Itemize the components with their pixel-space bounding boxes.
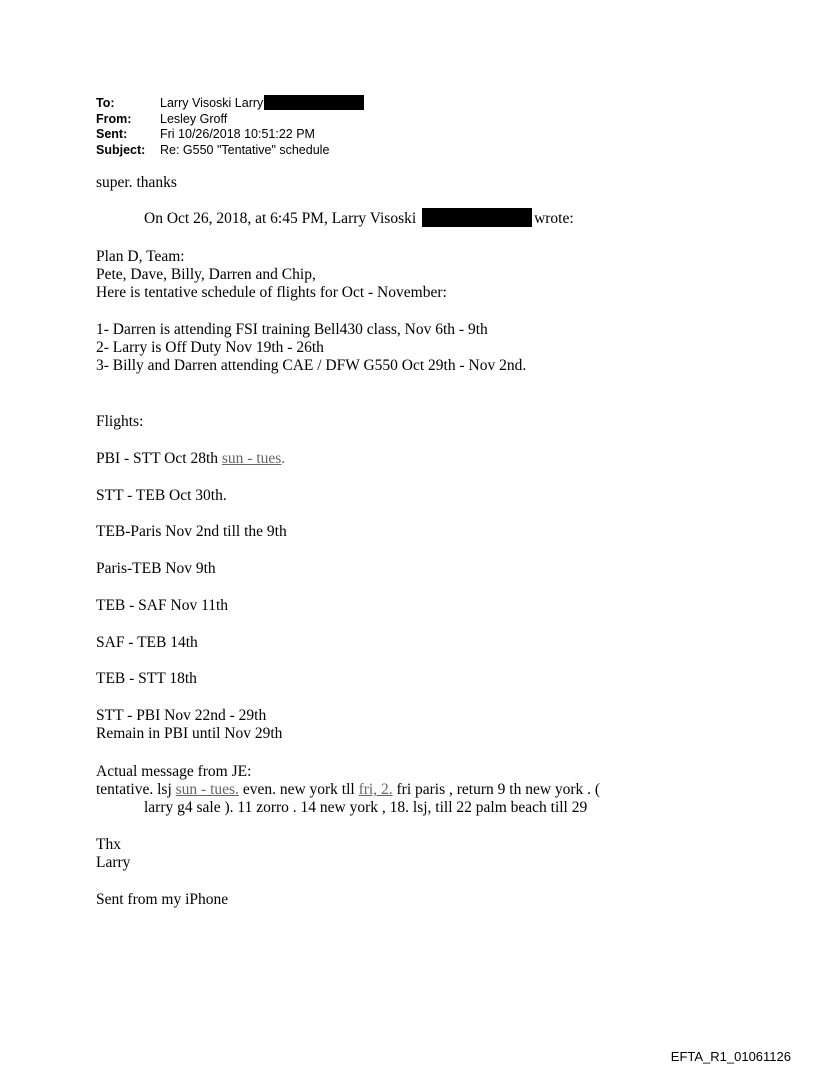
sent-row (96, 127, 364, 143)
greeting-line: Plan D, Team: (96, 248, 185, 265)
flight-item: SAF - TEB 14th (96, 634, 198, 651)
flight-item: TEB-Paris Nov 2nd till the 9th (96, 523, 287, 540)
sent-value: Fri 10/26/2018 10:51:22 PM (160, 127, 315, 141)
signature: Sent from my iPhone (96, 891, 229, 908)
note-item: 2- Larry is Off Duty Nov 19th - 26th (96, 339, 324, 357)
date-link[interactable]: sun - tues. (175, 781, 239, 799)
note-item: 3- Billy and Darren attending CAE / DFW G550 Oct 29th - Nov 2nd. (96, 357, 527, 375)
sent-label: Sent: (96, 127, 128, 141)
greeting-line: Here is tentative schedule of flights for Oct - November: (96, 284, 447, 302)
quote-intro (96, 210, 574, 229)
sender-name: Larry (96, 854, 131, 872)
flight-end: . (281, 450, 286, 467)
closing (96, 836, 130, 872)
je-text: fri paris , return 9 th new york . ( (392, 781, 601, 799)
flight-text: PBI - STT Oct 28th (96, 450, 222, 467)
flight-item: Paris-TEB Nov 9th (96, 560, 216, 577)
quote-intro-before: On Oct 26, 2018, at 6:45 PM, Larry Visoski (144, 210, 421, 228)
flight-item: TEB - STT 18th (96, 670, 197, 687)
greeting (96, 248, 447, 303)
notes-list (96, 321, 526, 376)
flight-note: Remain in PBI until Nov 29th (96, 725, 283, 743)
subject-value: Re: G550 "Tentative" schedule (160, 142, 330, 157)
flights-heading: Flights: (96, 413, 144, 430)
thanks-text: Thx (96, 836, 121, 853)
flight-item (96, 450, 285, 468)
date-link[interactable]: sun - tues (221, 450, 282, 467)
to-value (160, 96, 364, 112)
je-text: tentative. lsj (96, 781, 176, 799)
subject-row (96, 143, 364, 159)
quote-intro-after: wrote: (534, 210, 574, 228)
flight-item: STT - TEB Oct 30th. (96, 487, 227, 504)
flight-item: STT - PBI Nov 22nd - 29th (96, 707, 267, 724)
from-row (96, 112, 364, 128)
to-name: Larry Visoski Larry (160, 96, 264, 110)
document-id: EFTA_R1_01061126 (670, 1049, 791, 1064)
from-value: Lesley Groff (160, 111, 228, 126)
flight-item-last (96, 707, 282, 743)
note-item: 1- Darren is attending FSI training Bell430 class, Nov 6th - 9th (96, 321, 488, 338)
to-row (96, 96, 364, 112)
flight-item: TEB - SAF Nov 11th (96, 597, 229, 614)
date-link[interactable]: fri, 2. (358, 781, 393, 799)
je-line-2: larry g4 sale ). 11 zorro . 14 new york , 18. lsj, till 22 palm beach till 29 (144, 799, 588, 817)
to-label: To: (96, 96, 115, 110)
je-message (96, 763, 600, 818)
from-label: From: (96, 111, 132, 126)
reply-text: super. thanks (96, 174, 177, 191)
je-text: even. new york tll (238, 781, 359, 799)
je-line-1 (96, 781, 600, 799)
subject-label: Subject: (96, 142, 146, 157)
greeting-line: Pete, Dave, Billy, Darren and Chip, (96, 266, 316, 284)
redaction-bar (264, 95, 364, 110)
email-header (96, 96, 364, 158)
je-heading: Actual message from JE: (96, 763, 252, 780)
redaction-bar (422, 208, 532, 227)
